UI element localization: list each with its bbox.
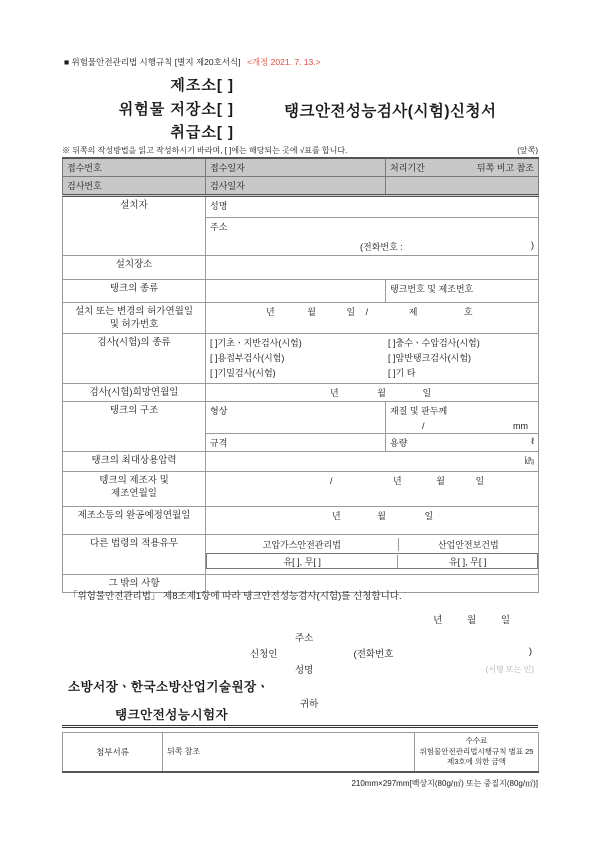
inspection-no-label: 검사번호: [67, 181, 102, 191]
shape-label: 형상: [210, 406, 228, 416]
inspection-date-cell[interactable]: [206, 177, 386, 196]
fee-title: 수수료: [465, 736, 488, 745]
option-waterfill-checkbox[interactable]: [ ]충수ㆍ수압검사(시험): [388, 338, 480, 348]
sig-addr-label: 주소: [295, 633, 314, 644]
form-title: 탱크안전성능검사(시험)신청서: [284, 103, 497, 120]
install-place-label: 설치장소: [115, 259, 153, 270]
option-row: [210, 366, 534, 381]
sig-day-label: 일: [500, 615, 510, 626]
fee-cell: [415, 733, 539, 772]
thickness-slash: /: [422, 421, 425, 431]
installer-name-label: 성명: [210, 201, 228, 211]
inspection-kind-label: 검사(시험)의 종류: [97, 337, 171, 348]
receipt-date-label: 접수일자: [210, 163, 245, 173]
desired-day-label: 일: [422, 388, 432, 398]
permit-label-cell: [63, 303, 206, 334]
option-row: [210, 351, 534, 366]
inspection-header-empty-cell[interactable]: [386, 177, 539, 196]
material-field[interactable]: [386, 402, 539, 434]
installer-phone-line: [210, 240, 534, 253]
receipt-no-label: 접수번호: [67, 163, 102, 173]
maker-year-label: 년: [393, 476, 402, 486]
sig-name-label: 성명: [295, 665, 314, 676]
tank-type-row: [63, 280, 539, 303]
inspection-kind-options-cell: [206, 334, 539, 384]
sig-year-label: 년: [433, 615, 443, 626]
inspection-kind-label-cell: [63, 334, 206, 384]
spec-label: 규격: [210, 438, 228, 448]
permit-no-prefix: 제: [408, 307, 418, 317]
tank-type-label-cell: [63, 280, 206, 303]
other-laws-label-cell: [63, 535, 206, 575]
desired-date-label: 검사(시험)희망연월일: [89, 387, 179, 398]
instruction-line: [62, 145, 538, 156]
option-row: [210, 336, 534, 351]
signature-addr-line: [62, 630, 538, 644]
maker-month-label: 월: [436, 476, 445, 486]
attachment-label-cell: [63, 733, 163, 772]
option-weld-checkbox[interactable]: [ ]용접부검사(시험): [210, 353, 285, 363]
other-laws-cell: [206, 535, 539, 575]
structure-row-1: [63, 402, 539, 434]
installer-addr-field[interactable]: [206, 218, 539, 256]
laws-yesno-box: [206, 553, 538, 569]
installer-addr-label: 주소: [210, 222, 228, 232]
inspection-kind-row: [63, 334, 539, 384]
spec-field[interactable]: [206, 434, 386, 452]
gas-safety-law-label: 고압가스안전관리법: [206, 538, 399, 551]
option-foundation-checkbox[interactable]: [ ]기초ㆍ지반검사(시험): [210, 338, 302, 348]
permit-row: [63, 303, 539, 334]
inspection-date-label: 검사일자: [210, 181, 245, 191]
permit-field[interactable]: [206, 303, 539, 334]
tank-type-field[interactable]: [206, 280, 386, 303]
install-place-row: [63, 256, 539, 280]
industrial-law-yesno-checkbox[interactable]: 유[ ], 무[ ]: [448, 556, 487, 567]
processing-period-label: 처리기간: [390, 163, 425, 173]
signature-name-line: [62, 662, 538, 676]
kpa-unit: ㎪: [524, 456, 534, 466]
receipt-header-row: [63, 158, 539, 177]
installer-phone-close: ): [531, 240, 534, 250]
etc-label: 그 밖의 사항: [108, 578, 160, 589]
shape-field[interactable]: [206, 402, 386, 434]
maker-label-line2: 제조연월일: [111, 488, 157, 499]
maker-day-label: 일: [475, 476, 485, 486]
signature-applicant-line: [62, 646, 538, 660]
facility-type-handling: 취급소[ ]: [170, 124, 234, 141]
permit-month-label: 월: [307, 307, 316, 317]
completion-row: [63, 507, 539, 535]
sig-phone-label: (전화번호: [353, 649, 394, 660]
other-laws-row: [63, 535, 539, 575]
mm-unit: mm: [513, 421, 528, 431]
fee-description: 위험물안전관리법시행규칙 별표 25 제3호에 의한 금액: [419, 746, 534, 766]
permit-slash: /: [365, 307, 369, 317]
paper-spec-note: 210mm×297mm[백상지(80g/㎡) 또는 중질지(80g/㎡)]: [351, 779, 538, 788]
receipt-no-cell[interactable]: [63, 158, 206, 177]
attachment-label: 첨부서류: [96, 746, 129, 757]
structure-label-cell: [63, 402, 206, 452]
title-block: [62, 74, 538, 146]
facility-type-manufactory: 제조소[ ]: [170, 77, 234, 94]
installer-name-row: [63, 196, 539, 218]
maker-row: [63, 472, 539, 507]
sig-phone-close: ): [528, 646, 532, 657]
tank-serial-cell[interactable]: [386, 280, 539, 303]
maker-slash: /: [330, 476, 333, 486]
completion-year-label: 년: [332, 511, 341, 521]
tank-type-label: 탱크의 종류: [109, 283, 159, 294]
regulation-text: ■ 위험물안전관리법 시행규칙 [별지 제20호서식]: [64, 57, 241, 67]
completion-field[interactable]: [206, 507, 539, 535]
completion-day-label: 일: [424, 511, 434, 521]
pressure-label: 탱크의 최대상용압력: [91, 455, 177, 466]
permit-label-line1: 설치 또는 변경의 허가연월일: [74, 306, 194, 317]
tank-serial-label: 탱크번호 및 제조번호: [390, 284, 474, 294]
page-side-label: (앞쪽): [517, 146, 538, 155]
application-table: [62, 157, 539, 593]
permit-label-line2: 및 허가번호: [109, 319, 159, 330]
option-other-checkbox[interactable]: [ ]기 타: [388, 368, 416, 378]
maker-label-cell: [63, 472, 206, 507]
other-laws-label: 다른 법령의 적용유무: [90, 538, 178, 549]
pressure-label-cell: [63, 452, 206, 472]
install-place-field[interactable]: [206, 256, 539, 280]
gwiha-label: 귀하: [300, 699, 319, 710]
laws-header: [206, 535, 538, 553]
facility-type-list: [62, 74, 234, 145]
completion-label: 제조소등의 완공예정연월일: [77, 510, 191, 521]
material-label: 재질 및 판두께: [390, 406, 448, 416]
option-rocktank-checkbox[interactable]: [ ]암반탱크검사(시험): [388, 353, 472, 363]
receipt-date-cell[interactable]: [206, 158, 386, 177]
desired-date-label-cell: [63, 384, 206, 402]
double-rule-divider: [62, 725, 538, 728]
attachment-value-cell: [163, 733, 415, 772]
installer-name-field[interactable]: [206, 196, 539, 218]
completion-month-label: 월: [377, 511, 386, 521]
inspection-no-cell[interactable]: [63, 177, 206, 196]
desired-date-field[interactable]: [206, 384, 539, 402]
installer-phone-label: (전화번호 :: [360, 242, 403, 252]
option-airtight-checkbox[interactable]: [ ]기밀검사(시험): [210, 368, 276, 378]
permit-day-label: 일: [346, 307, 356, 317]
capacity-label: 용량: [390, 438, 408, 448]
install-place-label-cell: [63, 256, 206, 280]
maker-label-line1: 텡크의 제조자 및: [99, 475, 169, 486]
permit-no-suffix: 호: [463, 307, 473, 317]
structure-label: 탱크의 구조: [109, 405, 159, 416]
revision-note: <개정 2021. 7. 13.>: [246, 57, 321, 67]
processing-period-cell: [386, 158, 539, 177]
industrial-safety-law-label: 산업안전보건법: [437, 539, 499, 550]
declaration-text: 「위험물안전관리법」 제8조제1항에 따라 탱크안전성능검사(시험)를 신청합니다.: [68, 591, 402, 602]
attachment-row: [63, 733, 539, 772]
desired-date-row: [63, 384, 539, 402]
completion-label-cell: [63, 507, 206, 535]
processing-period-value: 뒤쪽 비고 참조: [476, 163, 534, 173]
attachment-fee-table: [62, 732, 539, 773]
maker-field[interactable]: [206, 472, 539, 507]
recipient-tank-tester: 탱크안전성능시험자: [115, 708, 229, 722]
applicant-label: 신청인: [250, 649, 278, 660]
recipient-fire-chief: 소방서장ㆍ한국소방산업기술원장ㆍ: [68, 680, 270, 694]
liter-unit: ℓ: [531, 436, 534, 446]
signature-date-line: [62, 612, 538, 626]
installer-label: 설치자: [120, 200, 148, 211]
sign-or-seal-note: (서명 또는 인): [485, 664, 534, 674]
sig-month-label: 월: [466, 615, 477, 626]
inspection-header-row: [63, 177, 539, 196]
desired-month-label: 월: [377, 388, 386, 398]
gas-law-yesno-checkbox[interactable]: 유[ ], 무[ ]: [207, 555, 398, 568]
pressure-row: [63, 452, 539, 472]
capacity-field[interactable]: [386, 434, 539, 452]
facility-type-storage: 위험물 저장소[ ]: [118, 100, 234, 118]
pressure-field[interactable]: [206, 452, 539, 472]
installer-label-cell: [63, 196, 206, 256]
permit-year-label: 년: [266, 307, 275, 317]
fill-instruction: ※ 뒤쪽의 작성방법을 읽고 작성하시기 바라며, [ ]에는 해당되는 곳에 √표를 합니다.: [62, 146, 348, 155]
thickness-line: [390, 417, 534, 431]
regulation-line: [64, 56, 321, 68]
attachment-value: 뒤쪽 참조: [167, 747, 201, 757]
desired-year-label: 년: [330, 388, 339, 398]
